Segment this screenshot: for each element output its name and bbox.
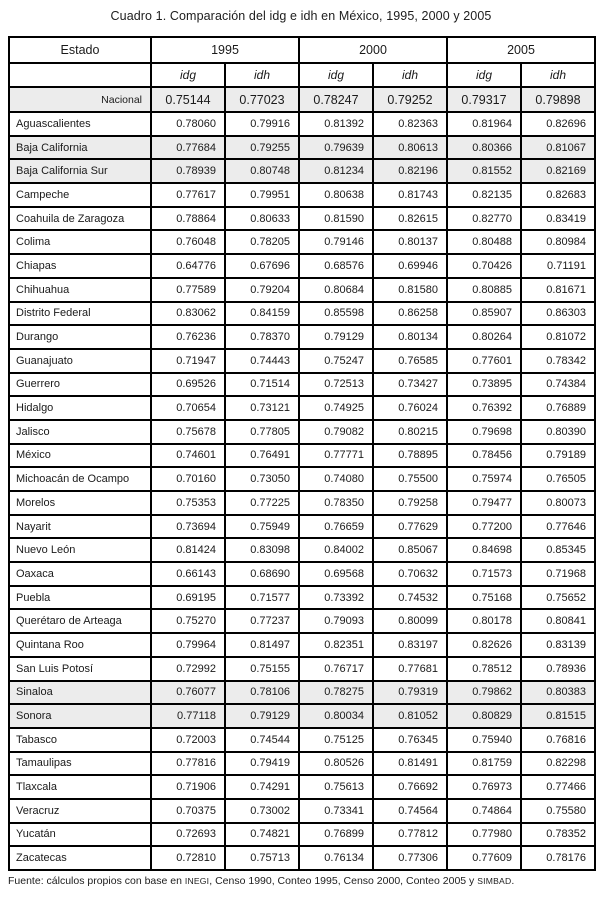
estado-cell: Chiapas — [9, 254, 151, 278]
value-cell: 0.81759 — [447, 752, 521, 776]
value-cell: 0.78342 — [521, 349, 595, 373]
value-cell: 0.73002 — [225, 799, 299, 823]
estado-cell: Nuevo León — [9, 538, 151, 562]
value-cell: 0.73694 — [151, 515, 225, 539]
header-row-years — [9, 37, 595, 63]
value-cell: 0.75580 — [521, 799, 595, 823]
table-row — [9, 467, 595, 491]
subheader-idh-1995: idh — [225, 63, 299, 87]
value-cell: 0.77023 — [225, 87, 299, 112]
estado-cell: Zacatecas — [9, 846, 151, 870]
value-cell: 0.74384 — [521, 373, 595, 397]
value-cell: 0.75613 — [299, 775, 373, 799]
value-cell: 0.75713 — [225, 846, 299, 870]
estado-cell: Campeche — [9, 183, 151, 207]
estado-cell: Jalisco — [9, 420, 151, 444]
value-cell: 0.73121 — [225, 396, 299, 420]
value-cell: 0.74443 — [225, 349, 299, 373]
value-cell: 0.70426 — [447, 254, 521, 278]
value-cell: 0.82351 — [299, 633, 373, 657]
value-cell: 0.80099 — [373, 609, 447, 633]
value-cell: 0.78370 — [225, 325, 299, 349]
source-simbad: SIMBAD — [477, 876, 512, 886]
value-cell: 0.82626 — [447, 633, 521, 657]
estado-cell: Yucatán — [9, 823, 151, 847]
value-cell: 0.80366 — [447, 136, 521, 160]
value-cell: 0.78060 — [151, 112, 225, 136]
value-cell: 0.71947 — [151, 349, 225, 373]
value-cell: 0.77617 — [151, 183, 225, 207]
estado-cell: Guanajuato — [9, 349, 151, 373]
value-cell: 0.74080 — [299, 467, 373, 491]
estado-cell: Guerrero — [9, 373, 151, 397]
value-cell: 0.67696 — [225, 254, 299, 278]
value-cell: 0.75940 — [447, 728, 521, 752]
value-cell: 0.80638 — [299, 183, 373, 207]
table-row — [9, 752, 595, 776]
value-cell: 0.80613 — [373, 136, 447, 160]
value-cell: 0.81497 — [225, 633, 299, 657]
value-cell: 0.68576 — [299, 254, 373, 278]
value-cell: 0.85067 — [373, 538, 447, 562]
value-cell: 0.82683 — [521, 183, 595, 207]
value-cell: 0.68690 — [225, 562, 299, 586]
source-note-text: . — [511, 875, 515, 887]
value-cell: 0.75500 — [373, 467, 447, 491]
value-cell: 0.79698 — [447, 420, 521, 444]
value-cell: 0.70654 — [151, 396, 225, 420]
table-row — [9, 373, 595, 397]
table-row — [9, 562, 595, 586]
value-cell: 0.79258 — [373, 491, 447, 515]
table-title: Cuadro 1. Comparación del idg e idh en México, 1995, 2000 y 2005 — [110, 9, 492, 23]
value-cell: 0.77805 — [225, 420, 299, 444]
column-header-2000: 2000 — [299, 37, 447, 63]
value-cell: 0.76236 — [151, 325, 225, 349]
value-cell: 0.71577 — [225, 586, 299, 610]
value-cell: 0.76889 — [521, 396, 595, 420]
value-cell: 0.82196 — [373, 159, 447, 183]
table-row — [9, 136, 595, 160]
table-row — [9, 159, 595, 183]
value-cell: 0.75125 — [299, 728, 373, 752]
value-cell: 0.76692 — [373, 775, 447, 799]
estado-cell: Morelos — [9, 491, 151, 515]
value-cell: 0.78205 — [225, 230, 299, 254]
value-cell: 0.69568 — [299, 562, 373, 586]
value-cell: 0.80137 — [373, 230, 447, 254]
value-cell: 0.77118 — [151, 704, 225, 728]
value-cell: 0.76392 — [447, 396, 521, 420]
table-row — [9, 230, 595, 254]
value-cell: 0.71573 — [447, 562, 521, 586]
value-cell: 0.76659 — [299, 515, 373, 539]
value-cell: 0.69946 — [373, 254, 447, 278]
value-cell: 0.81671 — [521, 278, 595, 302]
value-cell: 0.83139 — [521, 633, 595, 657]
value-cell: 0.76048 — [151, 230, 225, 254]
estado-cell: Tlaxcala — [9, 775, 151, 799]
value-cell: 0.75678 — [151, 420, 225, 444]
value-cell: 0.75270 — [151, 609, 225, 633]
value-cell: 0.83098 — [225, 538, 299, 562]
value-cell: 0.80841 — [521, 609, 595, 633]
value-cell: 0.79189 — [521, 444, 595, 468]
value-cell: 0.81067 — [521, 136, 595, 160]
value-cell: 0.77237 — [225, 609, 299, 633]
value-cell: 0.79951 — [225, 183, 299, 207]
value-cell: 0.73392 — [299, 586, 373, 610]
value-cell: 0.77646 — [521, 515, 595, 539]
value-cell: 0.81580 — [373, 278, 447, 302]
value-cell: 0.81515 — [521, 704, 595, 728]
value-cell: 0.69526 — [151, 373, 225, 397]
source-note — [8, 875, 602, 887]
value-cell: 0.82615 — [373, 207, 447, 231]
value-cell: 0.74925 — [299, 396, 373, 420]
value-cell: 0.81424 — [151, 538, 225, 562]
estado-cell: Hidalgo — [9, 396, 151, 420]
value-cell: 0.81743 — [373, 183, 447, 207]
value-cell: 0.76717 — [299, 657, 373, 681]
value-cell: 0.79146 — [299, 230, 373, 254]
value-cell: 0.78247 — [299, 87, 373, 112]
value-cell: 0.78352 — [521, 823, 595, 847]
value-cell: 0.80383 — [521, 681, 595, 705]
estado-cell: Quintana Roo — [9, 633, 151, 657]
value-cell: 0.76505 — [521, 467, 595, 491]
value-cell: 0.66143 — [151, 562, 225, 586]
value-cell: 0.74821 — [225, 823, 299, 847]
value-cell: 0.79093 — [299, 609, 373, 633]
table-row — [9, 681, 595, 705]
source-note-text: , Censo 1990, Conteo 1995, Censo 2000, Conteo 2005 y — [209, 875, 478, 887]
value-cell: 0.79898 — [521, 87, 595, 112]
national-row — [9, 87, 595, 112]
value-cell: 0.78456 — [447, 444, 521, 468]
estado-cell: Veracruz — [9, 799, 151, 823]
value-cell: 0.79477 — [447, 491, 521, 515]
value-cell: 0.79916 — [225, 112, 299, 136]
estado-cell: Nayarit — [9, 515, 151, 539]
value-cell: 0.77980 — [447, 823, 521, 847]
value-cell: 0.77589 — [151, 278, 225, 302]
estado-cell: San Luis Potosí — [9, 657, 151, 681]
column-header-2005: 2005 — [447, 37, 595, 63]
estado-cell: Oaxaca — [9, 562, 151, 586]
value-cell: 0.80748 — [225, 159, 299, 183]
value-cell: 0.86303 — [521, 302, 595, 326]
value-cell: 0.85907 — [447, 302, 521, 326]
table-row — [9, 302, 595, 326]
value-cell: 0.78176 — [521, 846, 595, 870]
value-cell: 0.81590 — [299, 207, 373, 231]
table-row — [9, 846, 595, 870]
value-cell: 0.70160 — [151, 467, 225, 491]
table-row — [9, 538, 595, 562]
value-cell: 0.82696 — [521, 112, 595, 136]
value-cell: 0.72992 — [151, 657, 225, 681]
source-note-text: Fuente: cálculos propios con base en — [8, 875, 185, 887]
value-cell: 0.80034 — [299, 704, 373, 728]
estado-cell: Puebla — [9, 586, 151, 610]
table-row — [9, 799, 595, 823]
value-cell: 0.70375 — [151, 799, 225, 823]
value-cell: 0.79862 — [447, 681, 521, 705]
value-cell: 0.80215 — [373, 420, 447, 444]
value-cell: 0.77771 — [299, 444, 373, 468]
value-cell: 0.80984 — [521, 230, 595, 254]
value-cell: 0.76134 — [299, 846, 373, 870]
table-row — [9, 775, 595, 799]
estado-cell: Distrito Federal — [9, 302, 151, 326]
value-cell: 0.82298 — [521, 752, 595, 776]
value-cell: 0.81964 — [447, 112, 521, 136]
estado-cell: Sonora — [9, 704, 151, 728]
value-cell: 0.79639 — [299, 136, 373, 160]
value-cell: 0.76973 — [447, 775, 521, 799]
value-cell: 0.75949 — [225, 515, 299, 539]
value-cell: 0.75144 — [151, 87, 225, 112]
value-cell: 0.74532 — [373, 586, 447, 610]
value-cell: 0.80073 — [521, 491, 595, 515]
table-row — [9, 515, 595, 539]
estado-cell: Colima — [9, 230, 151, 254]
value-cell: 0.73895 — [447, 373, 521, 397]
comparison-table — [8, 36, 596, 871]
value-cell: 0.79317 — [447, 87, 521, 112]
value-cell: 0.79129 — [299, 325, 373, 349]
value-cell: 0.80829 — [447, 704, 521, 728]
estado-cell: Baja California Sur — [9, 159, 151, 183]
value-cell: 0.81052 — [373, 704, 447, 728]
value-cell: 0.79252 — [373, 87, 447, 112]
value-cell: 0.80633 — [225, 207, 299, 231]
value-cell: 0.78275 — [299, 681, 373, 705]
table-row — [9, 325, 595, 349]
value-cell: 0.73427 — [373, 373, 447, 397]
value-cell: 0.75652 — [521, 586, 595, 610]
estado-cell: Aguascalientes — [9, 112, 151, 136]
national-label: Nacional — [9, 87, 151, 112]
value-cell: 0.82363 — [373, 112, 447, 136]
value-cell: 0.81552 — [447, 159, 521, 183]
value-cell: 0.80264 — [447, 325, 521, 349]
value-cell: 0.74291 — [225, 775, 299, 799]
table-row — [9, 444, 595, 468]
table-row — [9, 823, 595, 847]
table-row — [9, 633, 595, 657]
source-inegi: INEGI — [184, 876, 210, 886]
value-cell: 0.64776 — [151, 254, 225, 278]
value-cell: 0.80488 — [447, 230, 521, 254]
value-cell: 0.74864 — [447, 799, 521, 823]
value-cell: 0.79255 — [225, 136, 299, 160]
value-cell: 0.72810 — [151, 846, 225, 870]
value-cell: 0.78106 — [225, 681, 299, 705]
value-cell: 0.73050 — [225, 467, 299, 491]
value-cell: 0.77681 — [373, 657, 447, 681]
value-cell: 0.75974 — [447, 467, 521, 491]
value-cell: 0.81491 — [373, 752, 447, 776]
estado-cell: Tamaulipas — [9, 752, 151, 776]
value-cell: 0.80178 — [447, 609, 521, 633]
value-cell: 0.72003 — [151, 728, 225, 752]
value-cell: 0.78895 — [373, 444, 447, 468]
header-row-indices — [9, 63, 595, 87]
value-cell: 0.77200 — [447, 515, 521, 539]
value-cell: 0.69195 — [151, 586, 225, 610]
value-cell: 0.77306 — [373, 846, 447, 870]
subheader-idg-1995: idg — [151, 63, 225, 87]
table-row — [9, 420, 595, 444]
estado-cell: Durango — [9, 325, 151, 349]
value-cell: 0.76345 — [373, 728, 447, 752]
value-cell: 0.72513 — [299, 373, 373, 397]
value-cell: 0.83062 — [151, 302, 225, 326]
value-cell: 0.79129 — [225, 704, 299, 728]
value-cell: 0.84698 — [447, 538, 521, 562]
table-row — [9, 112, 595, 136]
value-cell: 0.74564 — [373, 799, 447, 823]
subheader-idh-2005: idh — [521, 63, 595, 87]
estado-cell: Coahuila de Zaragoza — [9, 207, 151, 231]
value-cell: 0.82770 — [447, 207, 521, 231]
estado-cell: Chihuahua — [9, 278, 151, 302]
value-cell: 0.75168 — [447, 586, 521, 610]
value-cell: 0.74601 — [151, 444, 225, 468]
column-header-estado: Estado — [9, 37, 151, 63]
value-cell: 0.77684 — [151, 136, 225, 160]
value-cell: 0.83419 — [521, 207, 595, 231]
value-cell: 0.78512 — [447, 657, 521, 681]
value-cell: 0.80526 — [299, 752, 373, 776]
value-cell: 0.77629 — [373, 515, 447, 539]
value-cell: 0.86258 — [373, 302, 447, 326]
value-cell: 0.82135 — [447, 183, 521, 207]
value-cell: 0.79419 — [225, 752, 299, 776]
value-cell: 0.71906 — [151, 775, 225, 799]
value-cell: 0.79964 — [151, 633, 225, 657]
value-cell: 0.77225 — [225, 491, 299, 515]
table-row — [9, 657, 595, 681]
value-cell: 0.77466 — [521, 775, 595, 799]
value-cell: 0.76585 — [373, 349, 447, 373]
value-cell: 0.76491 — [225, 444, 299, 468]
value-cell: 0.84002 — [299, 538, 373, 562]
value-cell: 0.81392 — [299, 112, 373, 136]
value-cell: 0.74544 — [225, 728, 299, 752]
subheader-idg-2005: idg — [447, 63, 521, 87]
empty-header-cell — [9, 63, 151, 87]
value-cell: 0.79319 — [373, 681, 447, 705]
value-cell: 0.77601 — [447, 349, 521, 373]
value-cell: 0.71514 — [225, 373, 299, 397]
estado-cell: Michoacán de Ocampo — [9, 467, 151, 491]
table-row — [9, 609, 595, 633]
estado-cell: Sinaloa — [9, 681, 151, 705]
value-cell: 0.85598 — [299, 302, 373, 326]
value-cell: 0.83197 — [373, 633, 447, 657]
column-header-1995: 1995 — [151, 37, 299, 63]
value-cell: 0.78864 — [151, 207, 225, 231]
table-row — [9, 183, 595, 207]
value-cell: 0.79204 — [225, 278, 299, 302]
table-row — [9, 278, 595, 302]
value-cell: 0.81234 — [299, 159, 373, 183]
value-cell: 0.73341 — [299, 799, 373, 823]
value-cell: 0.82169 — [521, 159, 595, 183]
value-cell: 0.76024 — [373, 396, 447, 420]
table-row — [9, 728, 595, 752]
table-row — [9, 704, 595, 728]
value-cell: 0.80885 — [447, 278, 521, 302]
value-cell: 0.79082 — [299, 420, 373, 444]
subheader-idh-2000: idh — [373, 63, 447, 87]
estado-cell: Tabasco — [9, 728, 151, 752]
table-row — [9, 254, 595, 278]
table-row — [9, 586, 595, 610]
value-cell: 0.70632 — [373, 562, 447, 586]
value-cell: 0.80134 — [373, 325, 447, 349]
table-row — [9, 396, 595, 420]
value-cell: 0.80390 — [521, 420, 595, 444]
table-row — [9, 491, 595, 515]
value-cell: 0.75247 — [299, 349, 373, 373]
value-cell: 0.78939 — [151, 159, 225, 183]
value-cell: 0.77609 — [447, 846, 521, 870]
value-cell: 0.76077 — [151, 681, 225, 705]
value-cell: 0.77812 — [373, 823, 447, 847]
value-cell: 0.75353 — [151, 491, 225, 515]
value-cell: 0.76816 — [521, 728, 595, 752]
value-cell: 0.75155 — [225, 657, 299, 681]
value-cell: 0.85345 — [521, 538, 595, 562]
value-cell: 0.77816 — [151, 752, 225, 776]
estado-cell: México — [9, 444, 151, 468]
estado-cell: Baja California — [9, 136, 151, 160]
table-row — [9, 207, 595, 231]
subheader-idg-2000: idg — [299, 63, 373, 87]
value-cell: 0.84159 — [225, 302, 299, 326]
value-cell: 0.78350 — [299, 491, 373, 515]
value-cell: 0.71191 — [521, 254, 595, 278]
value-cell: 0.72693 — [151, 823, 225, 847]
value-cell: 0.76899 — [299, 823, 373, 847]
value-cell: 0.81072 — [521, 325, 595, 349]
value-cell: 0.80684 — [299, 278, 373, 302]
table-row — [9, 349, 595, 373]
value-cell: 0.78936 — [521, 657, 595, 681]
value-cell: 0.71968 — [521, 562, 595, 586]
estado-cell: Querétaro de Arteaga — [9, 609, 151, 633]
